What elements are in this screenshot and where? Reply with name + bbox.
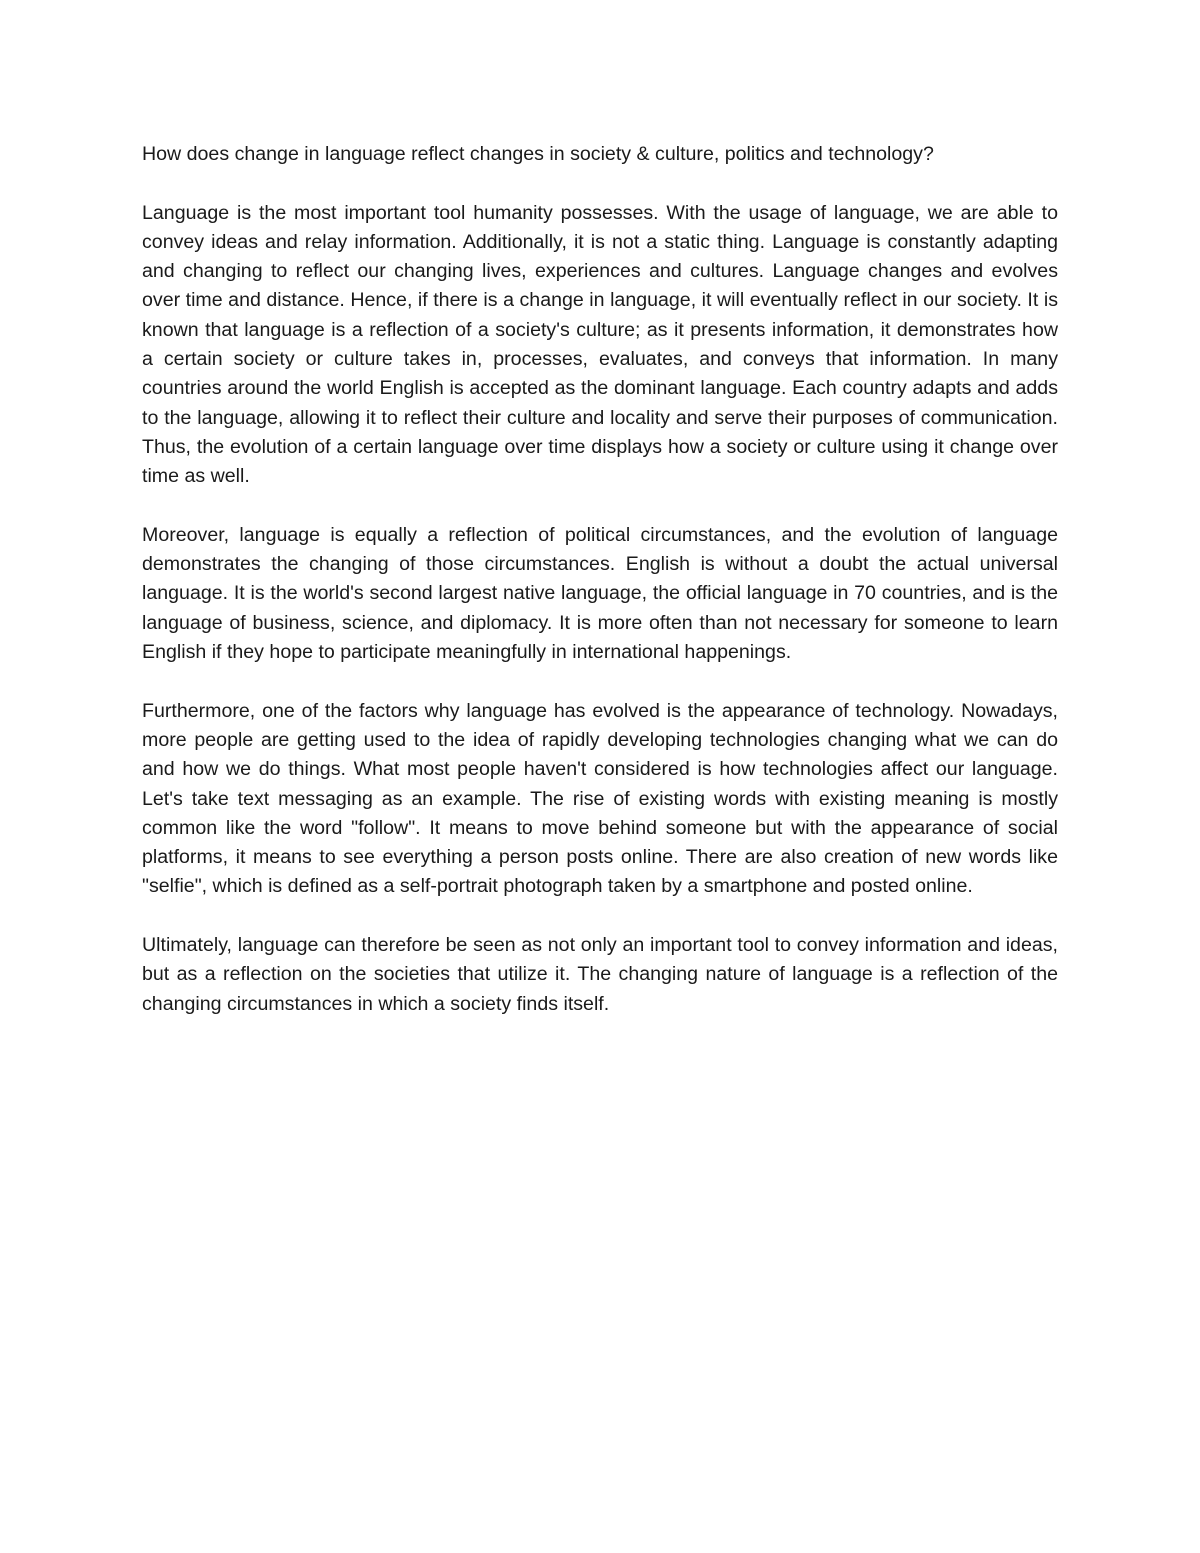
document-body: [142, 140, 1058, 1019]
paragraph-intro: Language is the most important tool humanity possesses. With the usage of language, we are able to convey ideas and relay information. Additionally, it is not a static thing. Language is constantly adapting and changing to reflect our changing lives, experiences and cultures. Language changes and evolves over time and distance. Hence, if there is a change in language, it will eventually reflect in our society. It is known that language is a reflection of a society's culture; as it presents information, it demonstrates how a certain society or culture takes in, processes, evaluates, and conveys that information. In many countries around the world English is accepted as the dominant language. Each country adapts and adds to the language, allowing it to reflect their culture and locality and serve their purposes of communication. Thus, the evolution of a certain language over time displays how a society or culture using it change over time as well.: [142, 201, 1058, 488]
paragraph-politics: Moreover, language is equally a reflection of political circumstances, and the evolution of language demonstrates the changing of those circumstances. English is without a doubt the actual universal language. It is the world's second largest native language, the official language in 70 countries, and is the language of business, science, and diplomacy. It is more often than not necessary for someone to learn English if they hope to participate meaningfully in international happenings.: [142, 523, 1058, 664]
essay-question: How does change in language reflect changes in society & culture, politics and technology?: [142, 143, 934, 165]
paragraph-technology: Furthermore, one of the factors why language has evolved is the appearance of technology. Nowadays, more people are getting used to the idea of rapidly developing technologies changing what we can do and how we do things. What most people haven't considered is how technologies affect our language. Let's take text messaging as an example. The rise of existing words with existing meaning is mostly common like the word "follow". It means to move behind someone but with the appearance of social platforms, it means to see everything a person posts online. There are also creation of new words like "selfie", which is defined as a self-portrait photograph taken by a smartphone and posted online.: [142, 699, 1058, 898]
paragraph-conclusion: Ultimately, language can therefore be seen as not only an important tool to convey information and ideas, but as a reflection on the societies that utilize it. The changing nature of language is a reflection of the changing circumstances in which a society finds itself.: [142, 934, 1058, 1015]
